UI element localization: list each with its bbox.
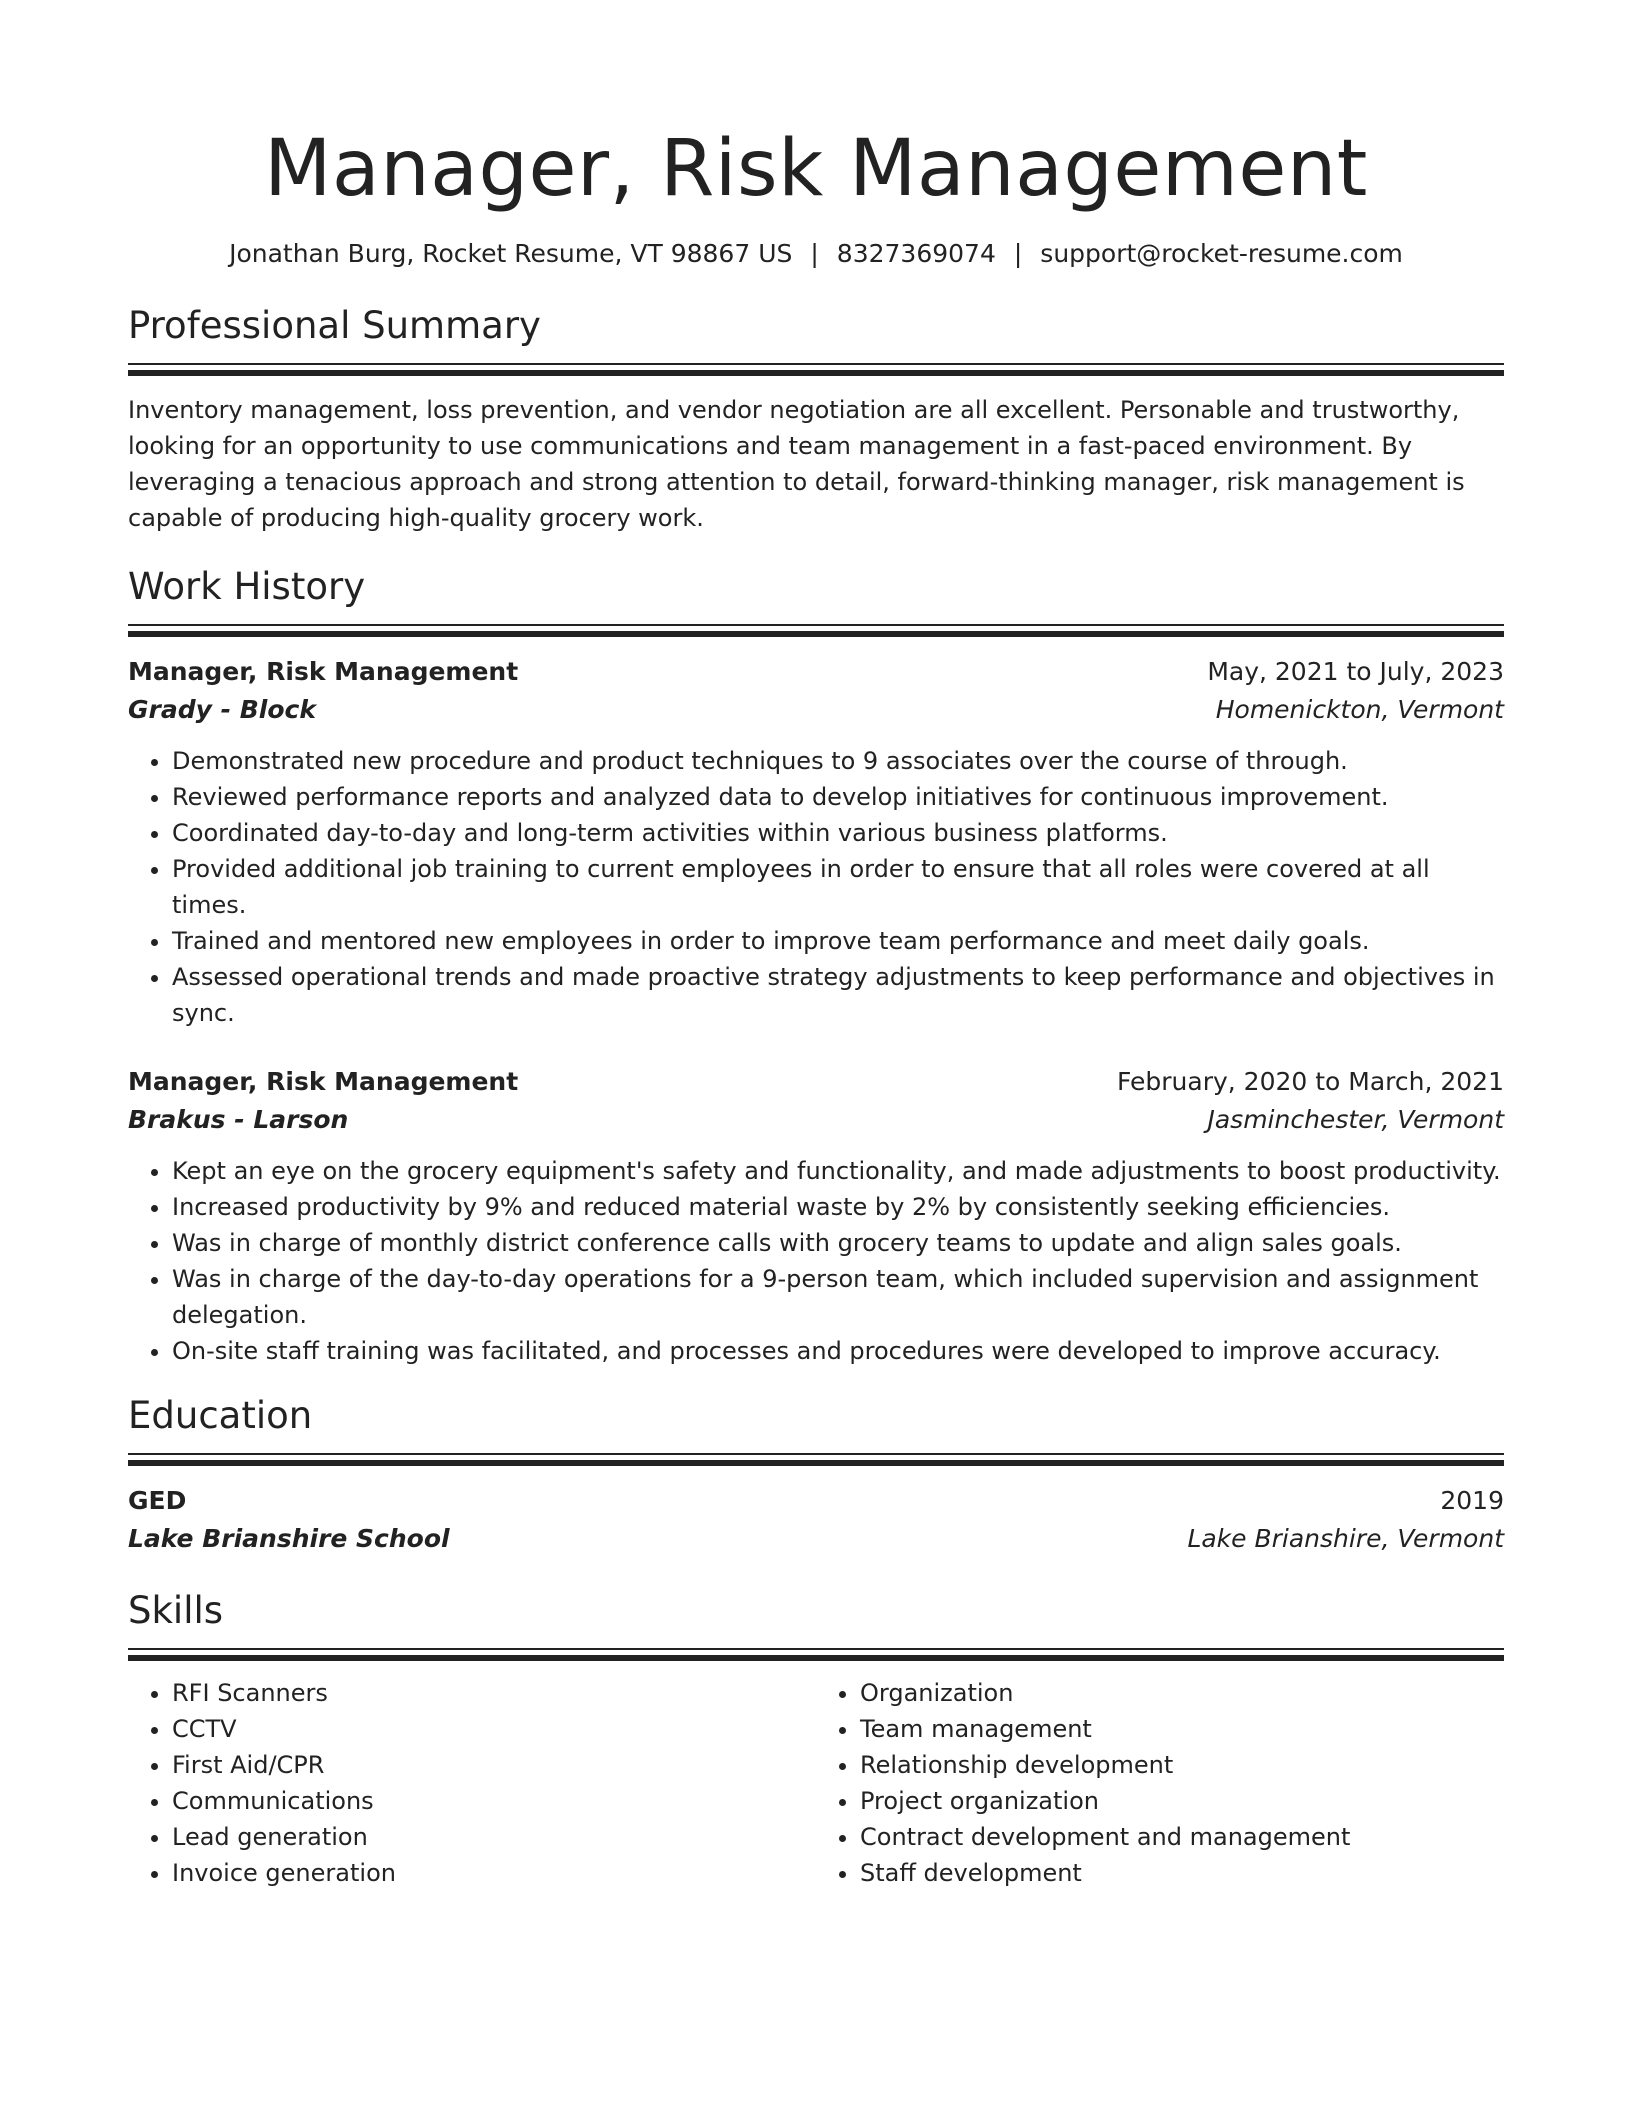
job-bullet: • Assessed operational trends and made proactive strategy adjustments to keep performance and objectives in sync. [172,959,1504,1031]
skills-list-left [128,1675,816,1891]
skill-item: • Staff development [860,1855,1504,1891]
skill-item: • RFI Scanners [172,1675,816,1711]
skill-item: • Communications [172,1783,816,1819]
skill-item: • Lead generation [172,1819,816,1855]
skill-item: • First Aid/CPR [172,1747,816,1783]
skill-item: • Contract development and management [860,1819,1504,1855]
skill-item: • Relationship development [860,1747,1504,1783]
resume-name-title: Manager, Risk Management [264,124,1368,214]
job-location: Jasminchester, Vermont [1207,1105,1504,1134]
summary-section [128,301,1504,536]
job-bullet: • Increased productivity by 9% and reduced material waste by 2% by consistently seeking efficiencies. [172,1189,1504,1225]
job-company: Brakus - Larson [128,1105,349,1134]
job-bullet: • Was in charge of monthly district conference calls with grocery teams to update and align sales goals. [172,1225,1504,1261]
job-company: Grady - Block [128,695,316,724]
job-bullet: • Demonstrated new procedure and product techniques to 9 associates over the course of through. [172,743,1504,779]
job-bullet: • On-site staff training was facilitated, and processes and procedures were developed to improve accuracy. [172,1333,1504,1369]
job-bullet: • Provided additional job training to current employees in order to ensure that all roles were covered at all times. [172,851,1504,923]
section-divider [128,363,1504,376]
job-header [128,653,1504,691]
job-dates: May, 2021 to July, 2023 [1207,657,1504,686]
job-subheader [128,691,1504,729]
job-bullet: • Was in charge of the day-to-day operations for a 9-person team, which included supervision and assignment delegation. [172,1261,1504,1333]
job-bullet: • Coordinated day-to-day and long-term activities within various business platforms. [172,815,1504,851]
job-bullet: • Kept an eye on the grocery equipment's safety and functionality, and made adjustments to boost productivity. [172,1153,1504,1189]
contact-separator: | [810,239,819,268]
job-subheader [128,1101,1504,1139]
summary-text: Inventory management, loss prevention, and vendor negotiation are all excellent. Personable and trustworthy, looking for an opportunity to use communications and team management in a fast-paced environment. By leveraging a tenacious approach and strong attention to detail, forward-thinking manager, risk management is capable of producing high-quality grocery work. [128,396,1465,532]
section-title-work-history: Work History [128,565,366,608]
section-divider [128,1453,1504,1466]
job-bullet-list [128,1153,1504,1369]
contact-separator: | [1013,239,1023,268]
contact-address: Jonathan Burg, Rocket Resume, VT 98867 US [229,239,793,268]
section-title-summary: Professional Summary [128,304,541,347]
education-header [128,1482,1504,1520]
education-subheader [128,1520,1504,1558]
education-location: Lake Brianshire, Vermont [1187,1524,1504,1553]
section-divider [128,624,1504,637]
section-title-education: Education [128,1394,313,1437]
education-degree: GED [128,1486,187,1515]
section-title-skills: Skills [128,1589,224,1632]
education-school: Lake Brianshire School [128,1524,450,1553]
job-bullet-list [128,743,1504,1031]
job-entry [128,1063,1504,1369]
job-title: Manager, Risk Management [128,1067,519,1096]
job-dates: February, 2020 to March, 2021 [1116,1067,1504,1096]
job-bullet: • Reviewed performance reports and analyzed data to develop initiatives for continuous improvement. [172,779,1504,815]
skill-item: • CCTV [172,1711,816,1747]
skills-section [128,1586,1504,1891]
job-header [128,1063,1504,1101]
job-bullet: • Trained and mentored new employees in order to improve team performance and meet daily goals. [172,923,1504,959]
skill-item: • Invoice generation [172,1855,816,1891]
education-year: 2019 [1440,1486,1504,1515]
education-entry [128,1482,1504,1558]
education-section [128,1391,1504,1558]
job-location: Homenickton, Vermont [1215,695,1504,724]
skills-list-right [816,1675,1504,1891]
contact-line [128,234,1504,274]
contact-phone: 8327369074 [836,239,996,268]
skills-columns [128,1675,1504,1891]
job-entry [128,653,1504,1031]
skill-item: • Team management [860,1711,1504,1747]
skill-item: • Organization [860,1675,1504,1711]
job-title: Manager, Risk Management [128,657,519,686]
skill-item: • Project organization [860,1783,1504,1819]
work-history-section [128,562,1504,1369]
section-divider [128,1648,1504,1661]
contact-email: support@rocket-resume.com [1040,239,1403,268]
